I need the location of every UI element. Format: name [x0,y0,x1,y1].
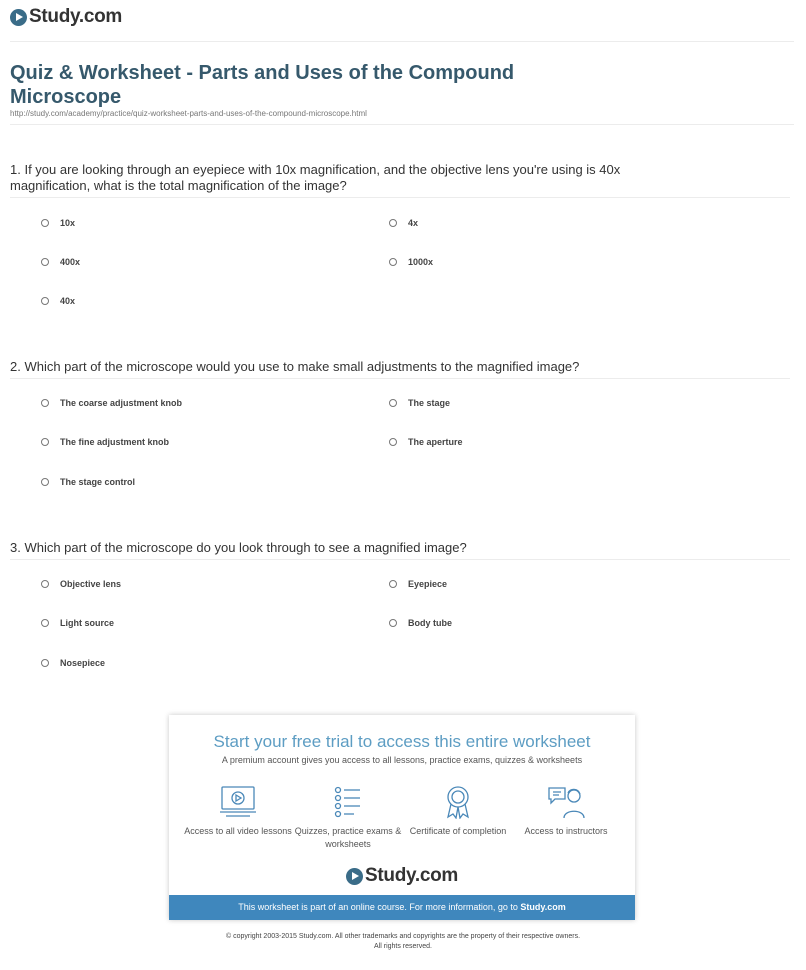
question-1 [10,162,790,198]
url-divider [10,124,794,125]
option-label: Light source [60,618,115,628]
instructor-icon [546,785,586,819]
answer-option[interactable] [41,477,135,487]
copyright [0,932,806,952]
radio-icon[interactable] [389,399,397,407]
answer-option[interactable] [41,296,75,306]
option-label: 40x [60,296,76,306]
promo-banner[interactable] [169,895,635,920]
play-logo-icon [10,9,27,26]
radio-icon[interactable] [41,399,49,407]
question-text: 2. Which part of the microscope would you use to make small adjustments to the magnified image? [10,359,580,374]
radio-icon[interactable] [389,219,397,227]
question-text: 1. If you are looking through an eyepiece with 10x magnification, and the objective lens you're using is 40x magnification, what is the total magnification of the image? [10,162,621,193]
feature-video-lessons [183,785,293,838]
radio-icon[interactable] [41,438,49,446]
page-url: http://study.com/academy/practice/quiz-worksheet-parts-and-uses-of-the-compound-microscope.html [10,109,367,118]
question-2 [10,359,790,379]
radio-icon[interactable] [41,659,49,667]
question-3 [10,540,790,560]
video-lesson-icon [218,785,258,819]
option-label: The stage [408,398,451,408]
radio-icon[interactable] [389,438,397,446]
logo-text: Study.com [29,6,123,27]
certificate-icon [438,785,478,819]
free-trial-promo[interactable] [169,715,635,920]
answer-option[interactable] [389,257,433,267]
option-label: Objective lens [60,579,122,589]
radio-icon[interactable] [41,219,49,227]
option-label: 400x [60,257,81,267]
copyright-line: All rights reserved. [374,943,432,950]
play-logo-icon [346,868,363,885]
answer-option[interactable] [389,398,450,408]
option-label: 10x [60,218,76,228]
answer-option[interactable] [41,579,121,589]
feature-certificate [403,785,513,838]
feature-quizzes [293,785,403,851]
header-divider [10,41,794,42]
feature-label: Certificate of completion [409,826,507,836]
option-label: The fine adjustment knob [60,437,170,447]
promo-subheadline: A premium account gives you access to all lessons, practice exams, quizzes & worksheets [221,755,583,765]
study-logo[interactable] [10,6,122,28]
option-label: The aperture [408,437,463,447]
option-label: The coarse adjustment knob [60,398,183,408]
banner-text: This worksheet is part of an online course. For more information, go to [238,902,518,912]
answer-option[interactable] [41,398,182,408]
feature-instructors [511,785,621,838]
answer-option[interactable] [41,618,114,628]
feature-label: Quizzes, practice exams & worksheets [294,826,402,849]
radio-icon[interactable] [41,580,49,588]
radio-icon[interactable] [41,258,49,266]
promo-headline: Start your free trial to access this entire worksheet [213,732,591,751]
promo-study-logo[interactable] [169,865,635,887]
quiz-list-icon [328,785,368,819]
option-label: 4x [408,218,419,228]
copyright-line: © copyright 2003-2015 Study.com. All other trademarks and copyrights are the property of their respective owners. [225,933,581,940]
question-text: 3. Which part of the microscope do you look through to see a magnified image? [10,540,467,555]
answer-option[interactable] [41,658,105,668]
option-label: 1000x [408,257,434,267]
banner-link[interactable]: Study.com [520,902,566,912]
answer-option[interactable] [389,437,463,447]
radio-icon[interactable] [389,258,397,266]
question-divider [10,197,790,198]
radio-icon[interactable] [41,297,49,305]
feature-label: Access to instructors [524,826,608,836]
answer-option[interactable] [389,618,452,628]
answer-option[interactable] [389,579,447,589]
question-divider [10,559,790,560]
radio-icon[interactable] [389,580,397,588]
radio-icon[interactable] [41,478,49,486]
option-label: Nosepiece [60,658,106,668]
option-label: The stage control [60,477,136,487]
radio-icon[interactable] [389,619,397,627]
answer-option[interactable] [389,218,418,228]
option-label: Body tube [408,618,452,628]
option-label: Eyepiece [408,579,448,589]
answer-option[interactable] [41,257,80,267]
answer-option[interactable] [41,437,169,447]
answer-option[interactable] [41,218,75,228]
logo-text: Study.com [364,865,458,886]
radio-icon[interactable] [41,619,49,627]
page-title: Quiz & Worksheet - Parts and Uses of the Compound Microscope [10,62,515,108]
feature-label: Access to all video lessons [184,826,292,836]
question-divider [10,378,790,379]
